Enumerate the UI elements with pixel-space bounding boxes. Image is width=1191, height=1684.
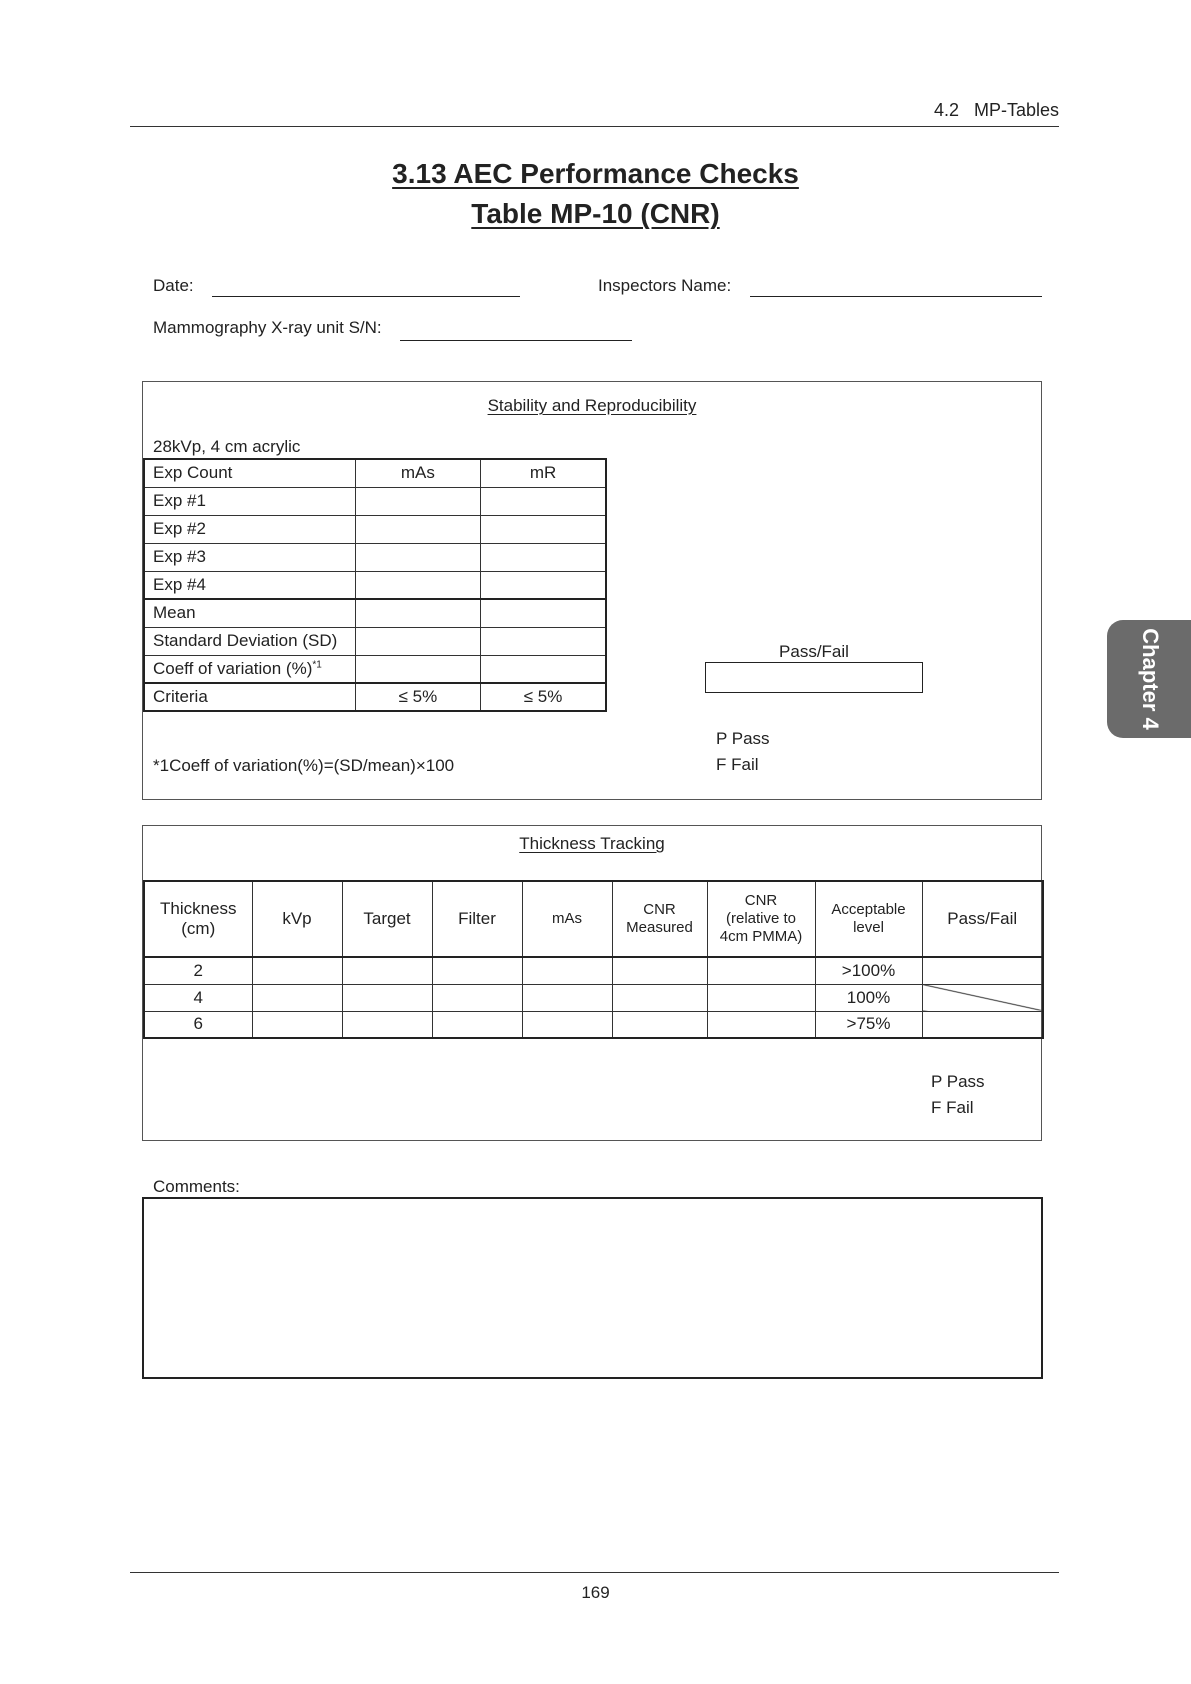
running-header: 4.2 MP-Tables: [933, 100, 1059, 120]
passfail-cell-na: [922, 984, 1043, 1011]
filter-cell[interactable]: [432, 1011, 522, 1038]
column-header: mAs: [355, 459, 480, 487]
pass-legend: P Pass: [931, 1072, 985, 1091]
table-row: [144, 984, 1043, 1011]
criteria-cell: ≤ 5%: [355, 683, 480, 711]
mr-cell[interactable]: [481, 655, 606, 683]
passfail-cell[interactable]: [922, 1011, 1043, 1038]
table-row: [144, 571, 606, 599]
column-header: mAs: [522, 881, 612, 957]
mas-cell[interactable]: [355, 515, 480, 543]
stability-title: Stability and Reproducibility: [487, 396, 697, 415]
mas-cell[interactable]: [355, 543, 480, 571]
serial-field[interactable]: [400, 340, 632, 341]
cnr-measured-cell[interactable]: [612, 957, 707, 984]
column-header: Exp Count: [144, 459, 355, 487]
table-row: [144, 683, 606, 711]
footnote-mark: *1: [312, 659, 322, 671]
mas-cell[interactable]: [355, 627, 480, 655]
filter-cell[interactable]: [432, 957, 522, 984]
footnote: *1Coeff of variation(%)=(SD/mean)×100: [153, 756, 455, 775]
table-header-row: [144, 881, 1043, 957]
footer-rule: [130, 1572, 1059, 1573]
acceptable-level-cell: >75%: [815, 1011, 922, 1038]
thickness-cell: 4: [144, 984, 252, 1011]
row-label: Exp #3: [144, 543, 355, 571]
acceptable-level-cell: >100%: [815, 957, 922, 984]
date-field[interactable]: [212, 296, 520, 297]
mas-cell[interactable]: [355, 655, 480, 683]
cnr-relative-cell[interactable]: [707, 957, 815, 984]
chapter-tab-label: Chapter 4: [1138, 628, 1163, 730]
kvp-cell[interactable]: [252, 957, 342, 984]
column-header: kVp: [252, 881, 342, 957]
mas-cell[interactable]: [355, 599, 480, 627]
inspector-field[interactable]: [750, 296, 1042, 297]
mr-cell[interactable]: [481, 627, 606, 655]
fail-legend: F Fail: [716, 755, 759, 774]
page-number: 169: [581, 1583, 610, 1602]
row-label: Criteria: [144, 683, 355, 711]
row-label: Exp #2: [144, 515, 355, 543]
table-row: [144, 515, 606, 543]
row-label: Standard Deviation (SD): [144, 627, 355, 655]
mas-cell[interactable]: [355, 487, 480, 515]
row-label: Coeff of variation (%)$^{*1}$: [144, 655, 355, 683]
column-header: Target: [342, 881, 432, 957]
criteria-cell: ≤ 5%: [481, 683, 606, 711]
thickness-table: [143, 880, 1044, 1039]
stability-table: [143, 458, 607, 712]
table-row: [144, 627, 606, 655]
cnr-measured-cell[interactable]: [612, 984, 707, 1011]
mr-cell[interactable]: [481, 515, 606, 543]
kvp-cell[interactable]: [252, 984, 342, 1011]
passfail-label: Pass/Fail: [779, 642, 849, 661]
mr-cell[interactable]: [481, 487, 606, 515]
comments-label: Comments:: [153, 1177, 240, 1196]
column-header: mR: [481, 459, 606, 487]
table-row: [144, 543, 606, 571]
column-header: Thickness (cm): [144, 881, 252, 957]
filter-cell[interactable]: [432, 984, 522, 1011]
cnr-relative-cell[interactable]: [707, 1011, 815, 1038]
mas-cell[interactable]: [355, 571, 480, 599]
target-cell[interactable]: [342, 957, 432, 984]
target-cell[interactable]: [342, 984, 432, 1011]
kvp-cell[interactable]: [252, 1011, 342, 1038]
stability-condition: 28kVp, 4 cm acrylic: [153, 437, 301, 456]
column-header: CNR (relative to 4cm PMMA): [707, 881, 815, 957]
thickness-cell: 2: [144, 957, 252, 984]
table-row: [144, 957, 1043, 984]
column-header: Filter: [432, 881, 522, 957]
acceptable-level-cell: 100%: [815, 984, 922, 1011]
passfail-cell[interactable]: [922, 957, 1043, 984]
fail-legend: F Fail: [931, 1098, 974, 1117]
cnr-measured-cell[interactable]: [612, 1011, 707, 1038]
date-label: Date:: [153, 276, 194, 295]
row-label: Exp #1: [144, 487, 355, 515]
row-label: Exp #4: [144, 571, 355, 599]
column-header: Pass/Fail: [922, 881, 1043, 957]
mr-cell[interactable]: [481, 571, 606, 599]
header-rule: [130, 126, 1059, 127]
table-title: Table MP-10 (CNR): [471, 198, 720, 229]
mas-cell[interactable]: [522, 1011, 612, 1038]
column-header: CNR Measured: [612, 881, 707, 957]
table-row: [144, 655, 606, 683]
serial-label: Mammography X-ray unit S/N:: [153, 318, 382, 337]
mr-cell[interactable]: [481, 599, 606, 627]
table-row: [144, 1011, 1043, 1038]
comments-field[interactable]: [142, 1197, 1043, 1379]
row-label: Mean: [144, 599, 355, 627]
inspector-label: Inspectors Name:: [598, 276, 732, 295]
chapter-tab[interactable]: [1107, 620, 1191, 738]
thickness-title: Thickness Tracking: [519, 834, 665, 853]
passfail-field[interactable]: [705, 662, 923, 693]
table-row: [144, 487, 606, 515]
mas-cell[interactable]: [522, 957, 612, 984]
mr-cell[interactable]: [481, 543, 606, 571]
page-title: 3.13 AEC Performance Checks: [392, 158, 799, 189]
thickness-cell: 6: [144, 1011, 252, 1038]
pass-legend: P Pass: [716, 729, 770, 748]
cnr-relative-cell[interactable]: [707, 984, 815, 1011]
target-cell[interactable]: [342, 1011, 432, 1038]
column-header: Acceptable level: [815, 881, 922, 957]
mas-cell[interactable]: [522, 984, 612, 1011]
table-header-row: [144, 459, 606, 487]
table-row: [144, 599, 606, 627]
